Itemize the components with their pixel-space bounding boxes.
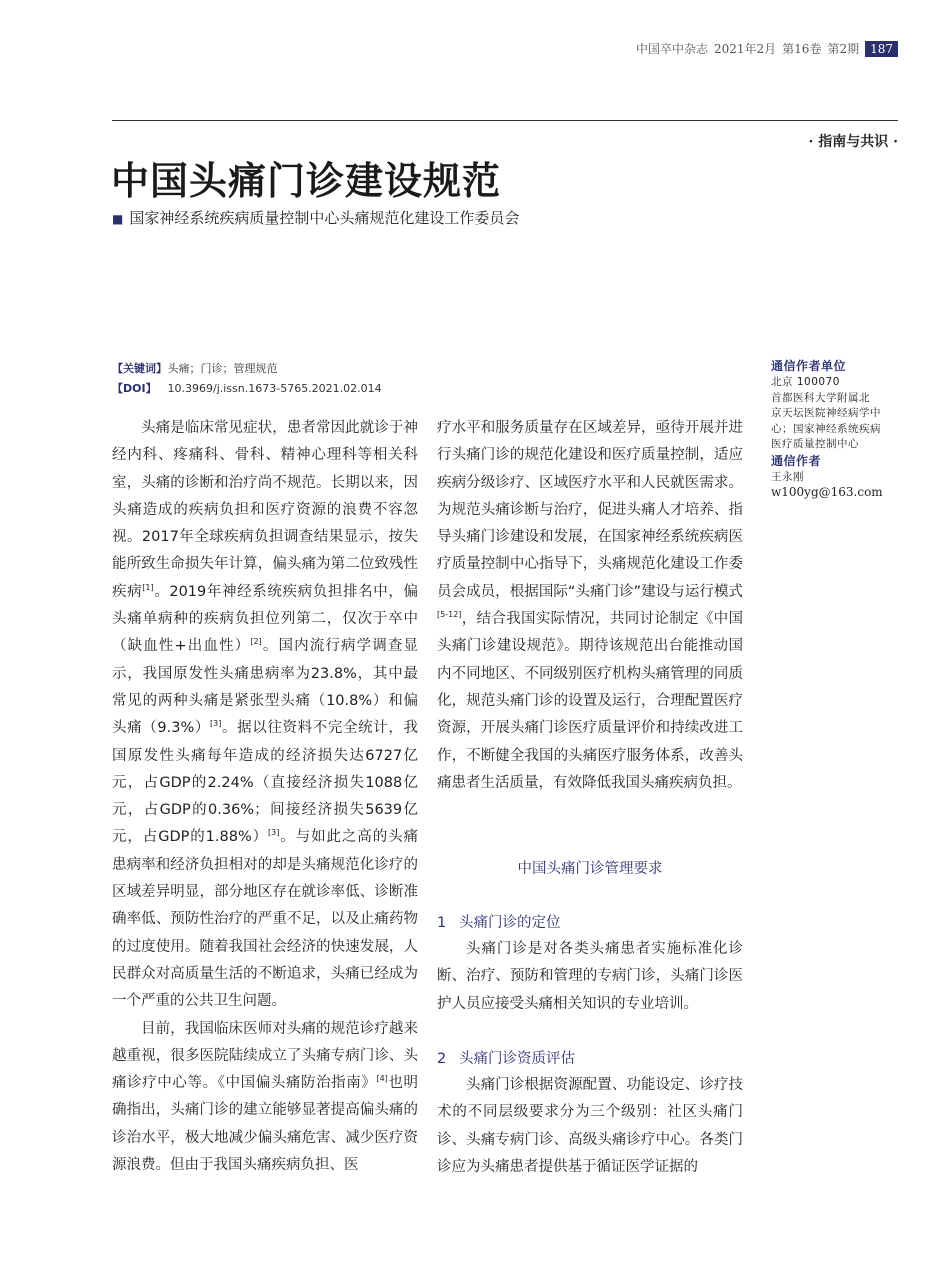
paragraph-2 <box>112 1016 418 1180</box>
authors-text: 国家神经系统疾病质量控制中心头痛规范化建设工作委员会 <box>129 209 520 227</box>
issue: 第2期 <box>827 42 860 56</box>
keywords-row <box>112 360 278 376</box>
author-name: 王永刚 <box>771 470 804 483</box>
heading-2-text: 头痛门诊资质评估 <box>459 1051 575 1067</box>
top-rule <box>112 120 898 121</box>
heading-1 <box>437 911 561 932</box>
heading-1-number: 1 <box>437 915 447 931</box>
heading-2-body <box>437 1072 743 1181</box>
paragraph-5: 头痛门诊根据资源配置、功能设定、诊疗技术的不同层级要求分为三个级别：社区头痛门诊、头痛专病门诊、高级头痛诊疗中心。各类门诊应为头痛患者提供基于循证医学证据的 <box>437 1077 743 1175</box>
doi-label: 【DOI】 <box>112 382 157 395</box>
unit-line: 北京 100070 <box>771 376 840 388</box>
left-column <box>112 415 418 1179</box>
right-column-paragraph <box>437 415 743 797</box>
paragraph-3 <box>437 415 743 797</box>
paragraph-1 <box>112 415 418 1016</box>
text-span: 疗水平和服务质量存在区域差异，亟待开展并进行头痛门诊的规范化建设和医疗质量控制，适应疾病分级诊疗、区域医疗水平和人民就医需求。为规范头痛诊断与治疗，促进头痛人才培养、指导头痛门诊建设和发展，在国家神经系统疾病医疗质量控制中心指导下，头痛规范化建设工作委员会成员，根据国际“头痛门诊”建设与运行模式 <box>437 420 743 600</box>
author-label: 通信作者 <box>771 453 822 468</box>
unit-line: 医疗质量控制中心 <box>771 438 859 450</box>
unit-line: 首都医科大学附属北 <box>771 391 870 404</box>
doi-value[interactable]: 10.3969/j.issn.1673-5765.2021.02.014 <box>167 382 382 395</box>
text-span: 。国内流行病学调查显示，我国原发性头痛患病率为23.8%，其中最常见的两种头痛是紧张型头痛（10.8%）和偏头痛（9.3%） <box>112 638 419 737</box>
section-title: 中国头痛门诊管理要求 <box>517 861 663 877</box>
text-span: 。据以往资料不完全统计，我国原发性头痛每年造成的经济损失达6727亿元，占GDP的2.24%（直接经济损失1088亿元，占GDP的0.36%；间接经济损失5639亿元，占GDP的1.88%） <box>112 720 418 846</box>
text-span: 。与如此之高的头痛患病率和经济负担相对的却是头痛规范化诊疗的区域差异明显，部分地区存在就诊率低、诊断准确率低、预防性治疗的严重不足，以及止痛药物的过度使用。随着我国社会经济的快速发展，人民群众对高质量生活的不断追求，头痛已经成为一个严重的公共卫生问题。 <box>112 829 418 1010</box>
heading-1-text: 头痛门诊的定位 <box>459 915 561 931</box>
citation-3b[interactable]: [3] <box>268 828 280 838</box>
heading-2 <box>437 1047 575 1068</box>
citation-1[interactable]: [1] <box>142 582 154 592</box>
unit-label: 通信作者单位 <box>771 359 847 373</box>
heading-2-number: 2 <box>437 1051 447 1067</box>
keywords-label: 【关键词】 <box>112 362 167 375</box>
author-line <box>112 207 519 228</box>
article-title: 中国头痛门诊建设规范 <box>111 159 502 203</box>
paragraph-4: 头痛门诊是对各类头痛患者实施标准化诊断、治疗、预防和管理的专病门诊，头痛门诊医护人员应接受头痛相关知识的专业培训。 <box>437 941 743 1012</box>
corresponding-author-sidebar <box>771 358 906 501</box>
author-email[interactable]: w100yg@163.com <box>771 485 883 499</box>
keywords-value: 头痛；门诊；管理规范 <box>167 362 278 375</box>
section-tag: · 指南与共识 · <box>808 134 898 150</box>
text-span: 目前，我国临床医师对头痛的规范诊疗越来越重视，很多医院陆续成立了头痛专病门诊、头痛诊疗中心等。《中国偏头痛防治指南》 <box>112 1020 418 1092</box>
square-bullet-icon: ■ <box>112 212 124 226</box>
running-head <box>636 40 898 57</box>
text-span: 头痛是临床常见症状，患者常因此就诊于神经内科、疼痛科、骨科、精神心理科等相关科室，头痛的诊断和治疗尚不规范。长期以来，因头痛造成的疾病负担和医疗资源的浪费不容忽视。2017年全球疾病负担调查结果显示，按失能所致生命损失年计算，偏头痛为第二位致残性疾病 <box>112 420 418 600</box>
unit-line: 京天坛医院神经病学中 <box>771 407 881 419</box>
citation-3[interactable]: [3] <box>209 719 222 729</box>
text-span: 也明确指出，头痛门诊的建立能够显著提高偏头痛的诊治水平，极大地减少偏头痛危害、减少医疗资源浪费。但由于我国头痛疾病负担、医 <box>112 1075 419 1174</box>
citation-2[interactable]: [2] <box>250 637 262 647</box>
text-span: ，结合我国实际情况，共同讨论制定《中国头痛门诊建设规范》。期待该规范出台能推动国内不同地区、不同级别医疗机构头痛管理的同质化，规范头痛门诊的设置及运行，合理配置医疗资源，开展头痛门诊医疗质量评价和持续改进工作，不断健全我国的头痛医疗服务体系，改善头痛患者生活质量，有效降低我国头痛疾病负担。 <box>437 611 743 791</box>
volume: 第16卷 <box>782 42 822 56</box>
issue-date: 2021年2月 <box>713 42 777 56</box>
journal-name: 中国卒中杂志 <box>635 42 708 56</box>
text-span: 。2019年神经系统疾病负担排名中，偏头痛单病种的疾病负担位列第二，仅次于卒中（缺血性+出血性） <box>112 583 418 655</box>
doi-row <box>112 380 382 396</box>
page-number: 187 <box>865 41 898 57</box>
unit-line: 心；国家神经系统疾病 <box>771 422 881 435</box>
citation-5[interactable]: [5-12] <box>437 610 462 620</box>
heading-1-body <box>437 936 743 1018</box>
citation-4[interactable]: [4] <box>376 1074 388 1084</box>
